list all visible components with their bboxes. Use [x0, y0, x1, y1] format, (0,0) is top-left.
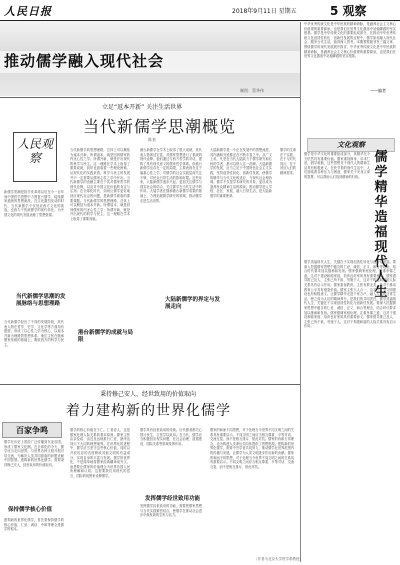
article1-text: 大陆新儒学是一个正在发展中的思想流派，其内涵和外延都还在不断丰富之中。从广义上说，凡是在当代大陆致力于儒学研究和弘扬的学者，都可以纳入这一范畴。大陆新儒学的发展，应当立足于中国特色社会主义实践，坚持创造性转化、创新性发展，使儒学的精华与当代文化相适应、与现代社会相协调。儒学不仅是学术研究的对象，更应成为滋养民众精神生活的源泉。推动儒学进入学校、社区、家庭，融入日常生活，是大陆新儒学的重要使命。 — [210, 148, 272, 198]
column-logo: 百家争鸣 — [2, 422, 62, 438]
banner-title: 推动儒学融入现代社会 — [4, 52, 165, 70]
article2-text: 儒家的和而不同思想，对于处理当今世界不同文明之间的关系具有重要启示。不同文明之间应当相互尊重、平等对话、交流互鉴，而不是相互排斥、彼此对抗。儒家的协和万邦理念，也为构建人类命运共同体提供了思想资源。建构新的世界化儒学，需要中外学者共同努力，推动儒学在世界范围内的传播与发展，让儒学为人类文明进步作出新的贡献。儒家的和而不同思想，对于处理当今世界不同文明之间的关系具有重要启示。不同文明之间应当相互尊重、平等对话、交流互鉴，而不是相互排斥、彼此对抗。 — [210, 428, 294, 469]
side-article-title: 儒学精华造福现代人生 — [374, 150, 388, 300]
column-divider — [300, 22, 301, 562]
article1-text: 当代新儒学经历了不同的发展阶段，其代表人物在哲学、史学、文化学等方面均有建树，形成了以心性之学为核心、以返本开新为理路的思想体系。他们主张在继承儒家传统的基础上，吸收西方的科学与民主。 — [4, 320, 64, 347]
issue-date: 2018年9月11日 星期五 — [232, 8, 297, 15]
author-note: （作者为北京大学哲学系教授） — [254, 557, 303, 561]
section-divider — [0, 97, 300, 98]
article1-author: 陈来 — [148, 137, 156, 142]
article1-subhead: 港台新儒学的成就与局限 — [78, 330, 134, 343]
article1-text: 当代新儒学的思想理路，总体上可以概括为返本开新。所谓返本，就是回到儒家的内圣心性之学；所谓开新，就是开出现代的科学与民主。这一理路在学术上取得了重要成就，同时也面临着一些理论困难。从现代化的实践来看，科学与民主的发展并不一定需要从儒家心性之学中开出。当代新儒学的贡献主要在于其对儒家哲学的现代诠释，以及对中国文化价值的肯定与弘扬。在全球化时代，如何让儒学更好地回应现代社会的问题，是新儒学面临的重要课题。当代新儒学的思想理路，总体上可以概括为返本开新。所谓返本，就是回到儒家的内圣心性之学；所谓开新，就是开出现代的科学与民主。这一理路在学术上取得了重要成就。 — [70, 148, 130, 221]
editor-note-text: 中华优秀传统文化是中华民族的精神命脉，是涵养社会主义核心价值观的重要源泉，也是我们在世界文化激荡中站稳脚跟的坚实根基。儒学是中华传统文化的重要组成部分，在推动中华优秀传统文化创造性转化、创新性发展的过程中，儒学如何融入现代社会、服务当代生活，值得深入思考。本期观察版刊发三篇文章，围绕儒学的现代发展展开探讨。中华优秀传统文化是中华民族的精神命脉，是涵养社会主义核心价值观的重要源泉，也是我们在世界文化激荡中站稳脚跟的坚实根基。 — [304, 22, 396, 59]
editor-signature: ——编者 — [370, 88, 386, 93]
article1-text: 新儒学思潮是指辛亥革命以后至今一百年间中国哲学思想中力图复兴儒学、接续儒家道统的思想流派。在文化激烈变动的时代，当代新儒学不仅回应西方文化的挑战，也致力于传统儒学的现代转化，为中国文化的现代发展贡献了思想资源。 — [4, 190, 64, 217]
side-article-text: 儒学是中华文化的重要组成部分，其精华在今天依然具有重要价值。儒家重视修身，讲求仁爱，倡导和谐，这些思想对于现代人的精神生活具有积极意义。在快节奏的现代生活中，人们面临着各种压力与困惑，儒家关于安身立命的智慧，可以帮助人们找到精神的归宿。 — [304, 152, 370, 179]
article1-subhead: 大陆新儒学的界定与发展走向 — [165, 297, 221, 310]
banner-credit: 制图：蔡华伟 — [240, 88, 264, 93]
article2-text: 发挥儒学经世致用的功能，需要把儒家思想与当代实践紧密结合，使儒学在推动社会进步中焕发新的生机与活力。 — [140, 504, 202, 518]
side-article-text: 儒学造福现代人生，关键在于实现创造性转化与创新性发展。要深入挖掘儒家思想中蕴含的仁爱、诚信、正义、和合等理念，结合时代要求加以继承和发扬。儒家强调家庭伦理，注重孝悌之道，这对于建设和睦家庭、培育良好家风具有重要意义。儒家倡导推己及人，主张己所不欲、勿施于人，这对于构建和谐的人际关系具有启示作用。儒家重视教育，主张有教无类，这对于推动教育公平具有借鉴价值。儒家主张天人合一，这对于生态文明建设也有积极意义。让儒学精华走进千家万户，融入人们的日常生活，使之成为人们的精神养分，是我们的共同责任。儒学造福现代人生，关键在于实现创造性转化与创新性发展。要深入挖掘儒家思想中蕴含的仁爱、诚信、正义、和合等理念，结合时代要求加以继承和发扬。儒家强调家庭伦理，注重孝悌之道，这对于建设和睦家庭、培育良好家风具有重要意义。儒家倡导推己及人，主张己所不欲、勿施于人，这对于构建和谐的人际关系具有启示作用。 — [304, 260, 396, 329]
newspaper-logo: 人民日报 — [4, 5, 52, 18]
article1-subhead: 当代新儒学思潮的发展脉络与思想理路 — [16, 294, 66, 307]
article2-text: 儒学的核心价值在于仁。仁者爱人，这是儒家处理人际关系的基本原则。儒家主张由亲及疏、由近及远地推行仁爱，最终达到天下大同的理想境界。在世界化的进程中，儒学应当坚守这些核心价值，同时以开放包容的态度吸收其他文明的有益成分，实现自身的丰富与发展。儒学的世界化，不是简单地将儒家经典翻译成外文，而是要让儒家的价值理念为世界各国人民所理解和认同。这需要我们用现代的语言、国际的视野来诠释儒学。 — [70, 428, 130, 478]
article1-title: 当代新儒学思潮概览 — [83, 117, 237, 136]
article1-text: 儒学的生命在于实践，在于与时代同行，在于回应人们的精神需求。 — [280, 148, 296, 175]
side-column-logo: 文化观察 — [307, 138, 395, 152]
article2-text: 建构新的世界化儒学，首先要保持儒学的核心价值，仁爱、诚信、中和等理念是儒学的根本。 — [4, 518, 64, 532]
page-section: 5 观察 — [330, 4, 367, 18]
article2-kicker: 秉持修己安人、经世致用的价值取向 — [100, 391, 197, 398]
section-divider — [0, 384, 300, 385]
article2-text: 儒学在历史上曾经广泛传播到东亚各国，形成了儒家文化圈。在全球化的今天，儒学应当走向世界，与世界各种文明开展对话交流，为解决人类共同面临的问题贡献中国智慧。建构新的世界化儒学，需要秉持修己安人、经世致用的价值取向。 — [4, 440, 64, 467]
column-stamp: 人民观察 — [13, 132, 57, 182]
article2-subhead: 保持儒学核心价值 — [8, 507, 53, 513]
article2-subhead: 发挥儒学经世致用功能 — [145, 496, 201, 502]
article2-title: 着力建构新的世界化儒学 — [66, 403, 231, 419]
article1-kicker: 立足“返本开新” 关注生活世界 — [102, 104, 183, 111]
banner — [0, 21, 300, 96]
article1-text: 港台新儒学在学术上取得了很大成就，其代表人物著述宏富，对儒家思想进行了系统的现代诠释。他们通过与西方哲学的对话，建构了具有现代意义的儒家哲学体系。但港台新儒学也存在一定的局限，主要表现在过于偏重心性之学，对儒学的社会实践层面关注不够，对民众日常生活的影响有限。近些年来，大陆新儒学逐步兴起，更加关注儒学与现实社会的结合，关注儒学在当代生活中的作用。大陆学者在继承港台新儒学成果的基础上，力图拓展儒学研究的领域，推动儒学走进生活世界。 — [140, 148, 202, 203]
article2-text: 儒学具有经世致用的传统。历代儒者都关心国计民生，主张学以致用。在当代，儒学应当积极回应现实问题，在社会治理、道德建设、国际关系等领域发挥作用。 — [140, 428, 202, 446]
